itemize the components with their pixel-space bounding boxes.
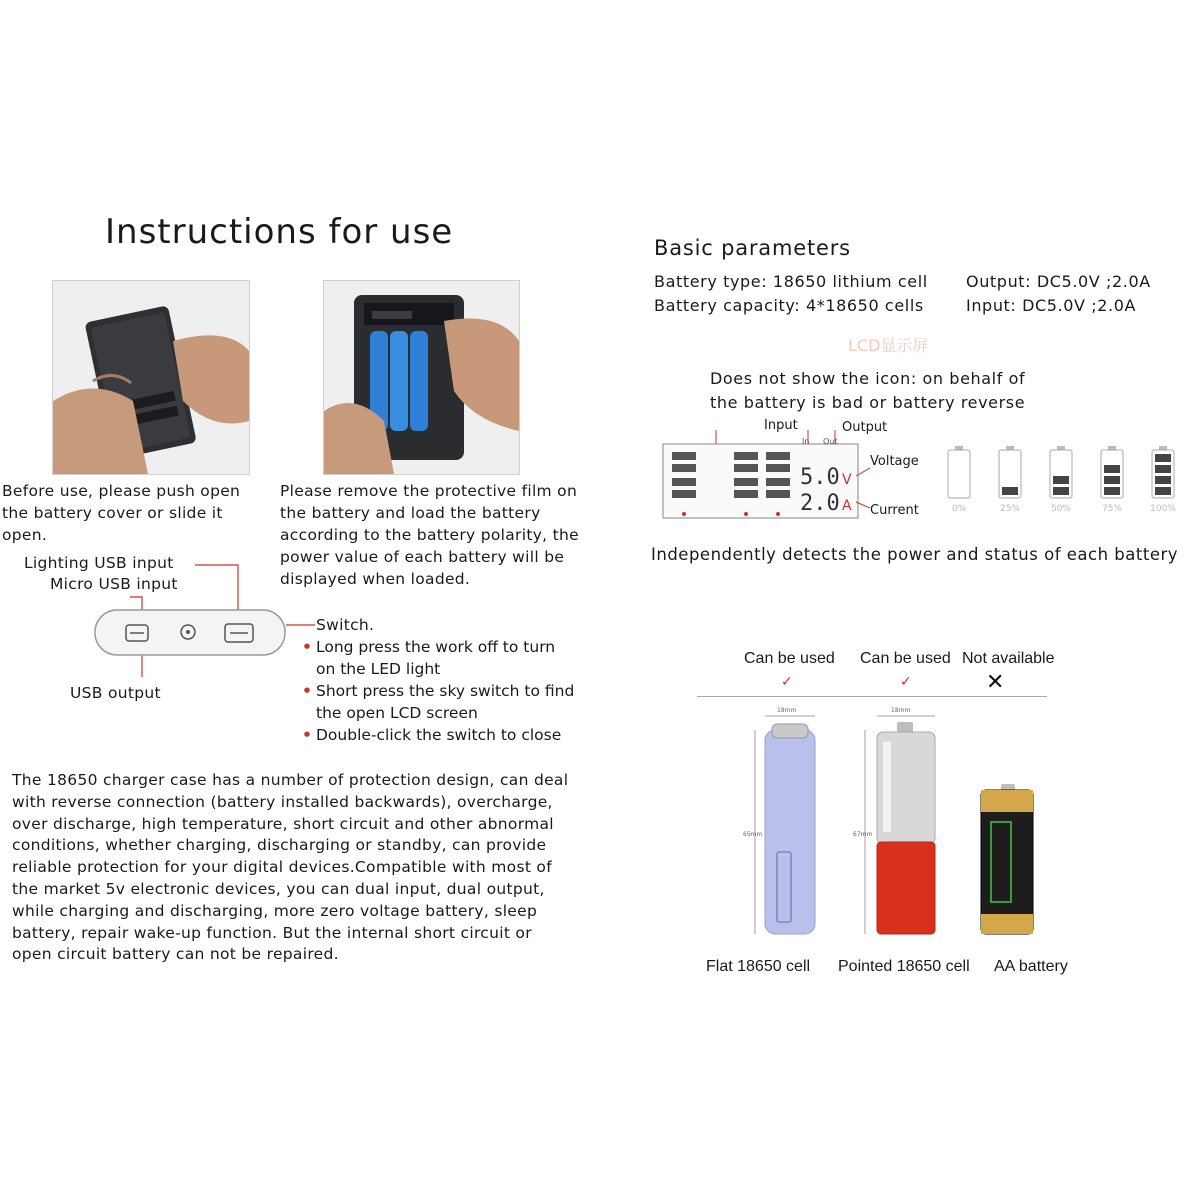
battery-level-bar	[1155, 476, 1171, 484]
dim-67: 67mm	[853, 831, 873, 838]
detect-caption: Independently detects the power and status of each battery	[651, 545, 1179, 564]
protection-paragraph: The 18650 charger case has a number of protection design, can deal with reverse connection (battery installed backwards), overcharge, over discharge, high temperature, short circuit and other abnormal conditions, whether charging, discharging or standby, can provide reliable protection for your digital devices.Compatible with most of the market 5v electronic devices, you can dual input, dual output, while charging and discharging, more zero voltage battery, sleep battery, repair wake-up function. But the internal short circuit or open circuit battery can not be repaired.	[12, 771, 569, 964]
compat-status-3: Not available	[962, 650, 1055, 667]
switch-label: Switch.	[316, 616, 375, 634]
dim-65: 65mm	[743, 831, 763, 838]
battery-level-label: 50%	[1050, 504, 1071, 514]
cross-icon: ✕	[986, 670, 1005, 695]
battery-level-label: 0%	[951, 504, 967, 514]
battery-name-pointed: Pointed 18650 cell	[838, 958, 970, 975]
switch-bullet: • Long press the work off to turn on the LED light	[302, 636, 574, 680]
step1-caption: Before use, please push open the battery cover or slide it open.	[2, 482, 241, 544]
switch-bullet: • Double-click the switch to close	[302, 724, 574, 746]
output-spec: Output: DC5.0V ;2.0A	[966, 272, 1151, 291]
battery-level-bar	[1053, 487, 1069, 495]
dim-18-pointed: 18mm	[891, 707, 911, 714]
lcd-current-value: 2.0	[800, 491, 840, 516]
compat-status-2: Can be used	[860, 650, 951, 667]
battery-name-flat: Flat 18650 cell	[706, 958, 811, 975]
input-label: Input	[764, 418, 798, 433]
battery-level-icon	[947, 446, 971, 514]
current-label: Current	[870, 503, 919, 518]
battery-level-bar	[1155, 454, 1171, 462]
switch-instructions	[302, 636, 574, 746]
battery-level-bar	[1104, 476, 1120, 484]
voltage-label: Voltage	[870, 454, 919, 469]
lcd-voltage-unit: V	[842, 472, 852, 488]
battery-levels	[947, 446, 1175, 514]
battery-level-bar	[1002, 487, 1018, 495]
battery-level-icon	[1151, 446, 1175, 514]
params-title: Basic parameters	[654, 236, 851, 260]
dim-18-flat: 18mm	[777, 707, 797, 714]
input-spec: Input: DC5.0V ;2.0A	[966, 296, 1137, 315]
lcd-note: Does not show the icon: on behalf of the battery is bad or battery reverse	[710, 369, 1026, 412]
step2-caption: Please remove the protective film on the battery and load the battery according to the battery polarity, the power value of each battery will be displayed when loaded.	[280, 482, 579, 588]
lcd-voltage-value: 5.0	[800, 465, 840, 490]
compat-status-1: Can be used	[744, 650, 835, 667]
page-title: Instructions for use	[105, 212, 454, 252]
lcd-current-unit: A	[842, 498, 852, 514]
battery-level-bar	[1155, 487, 1171, 495]
battery-level-bar	[1104, 465, 1120, 473]
battery-level-label: 25%	[999, 504, 1020, 514]
check-icon: ✓	[900, 674, 912, 690]
lcd-label: LCD显示屏	[848, 336, 929, 355]
port-diagram	[90, 555, 320, 685]
lcd-diagram	[660, 428, 870, 528]
battery-level-icon	[1049, 446, 1073, 514]
battery-level-label: 100%	[1150, 504, 1176, 514]
battery-level-bar	[1104, 487, 1120, 495]
usb-output-label: USB output	[70, 684, 161, 702]
divider	[697, 696, 1047, 697]
battery-capacity: Battery capacity: 4*18650 cells	[654, 296, 924, 315]
photo-open-cover	[52, 280, 250, 475]
output-label: Output	[842, 420, 888, 435]
switch-bullet: • Short press the sky switch to find the open LCD screen	[302, 680, 574, 724]
battery-level-bar	[1155, 465, 1171, 473]
battery-illustrations	[725, 702, 1095, 942]
photo-load-battery	[323, 280, 520, 475]
battery-type: Battery type: 18650 lithium cell	[654, 272, 928, 291]
lcd-out-small: Out	[823, 437, 838, 446]
check-icon: ✓	[781, 674, 793, 690]
lcd-in-small: In	[802, 437, 810, 446]
lighting-usb-label: Lighting USB input	[24, 554, 174, 572]
micro-usb-label: Micro USB input	[50, 575, 178, 593]
battery-name-aa: AA battery	[994, 958, 1068, 975]
battery-level-icon	[998, 446, 1022, 514]
battery-level-bar	[1053, 476, 1069, 484]
battery-level-icon	[1100, 446, 1124, 514]
battery-level-label: 75%	[1101, 504, 1122, 514]
